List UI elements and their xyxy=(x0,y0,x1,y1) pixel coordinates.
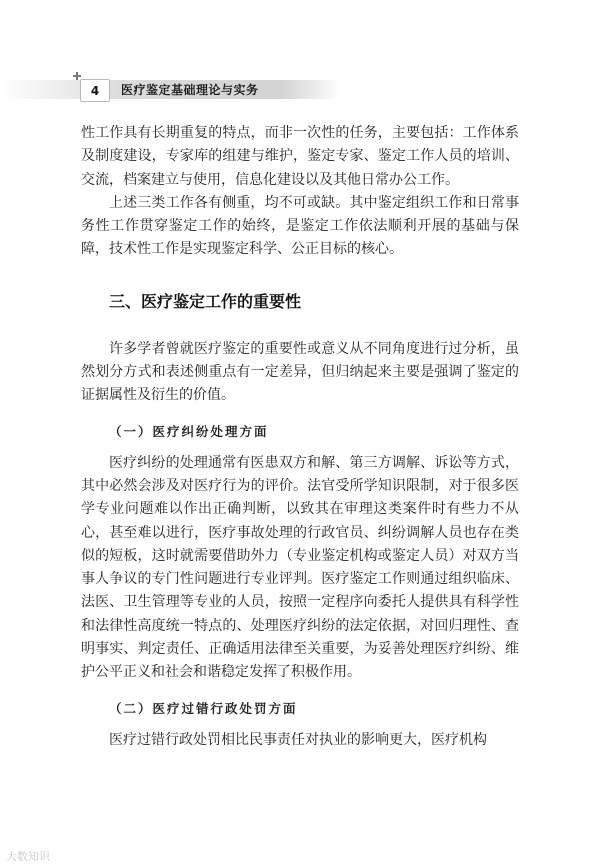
paragraph-3: 许多学者曾就医疗鉴定的重要性或意义从不同角度进行过分析，虽然划分方式和表述侧重点有一定差异，但归纳起来主要是强调了鉴定的证据属性及衍生的价值。 xyxy=(81,340,519,404)
paragraph-2: 上述三类工作各有侧重，均不可或缺。其中鉴定组织工作和日常事务性工作贯穿鉴定工作的始终，是鉴定工作依法顺利开展的基础与保障，技术性工作是实现鉴定科学、公正目标的核心。 xyxy=(81,194,519,258)
paragraph-1: 性工作具有长期重复的特点，而非一次性的任务，主要包括：工作体系及制度建设，专家库的组建与维护，鉴定专家、鉴定工作人员的培训、交流，档案建立与使用，信息化建设以及其他日常办公工作。 xyxy=(81,125,519,188)
subsection-title-1: （一）医疗纠纷处理方面 xyxy=(109,423,269,439)
watermark: 大数知识 xyxy=(6,850,50,863)
section-title: 三、医疗鉴定工作的重要性 xyxy=(109,291,302,311)
subsection-title-2: （二）医疗过错行政处罚方面 xyxy=(109,700,298,716)
paragraph-5: 医疗过错行政处罚相比民事责任对执业的影响更大，医疗机构 xyxy=(109,731,487,748)
paragraph-4: 医疗纠纷的处理通常有医患双方和解、第三方调解、诉讼等方式，其中必然会涉及对医疗行为的评价。法官受所学知识限制，对于很多医学专业问题难以作出正确判断，以致其在审理这类案件时有些力不从心，甚至难以进行，医疗事故处理的行政官员、纠纷调解人员也存在类似的短板，这时就需要借助外力（专业鉴定机构或鉴定人员）对双方当事人争议的专门性问题进行专业评判。医疗鉴定工作则通过组织临床、法医、卫生管理等专业的人员，按照一定程序向委托人提供具有科学性和法律性高度统一特点的、处理医疗纠纷的法定依据，对回归理性、查明事实、判定责任、正确适用法律至关重要，为妥善处理医疗纠纷、维护公平正义和社会和谐稳定发挥了积极作用。 xyxy=(81,454,519,681)
page-content xyxy=(81,122,519,752)
page-number: 4 xyxy=(80,79,110,102)
book-title: 医疗鉴定基础理论与实务 xyxy=(121,83,259,97)
